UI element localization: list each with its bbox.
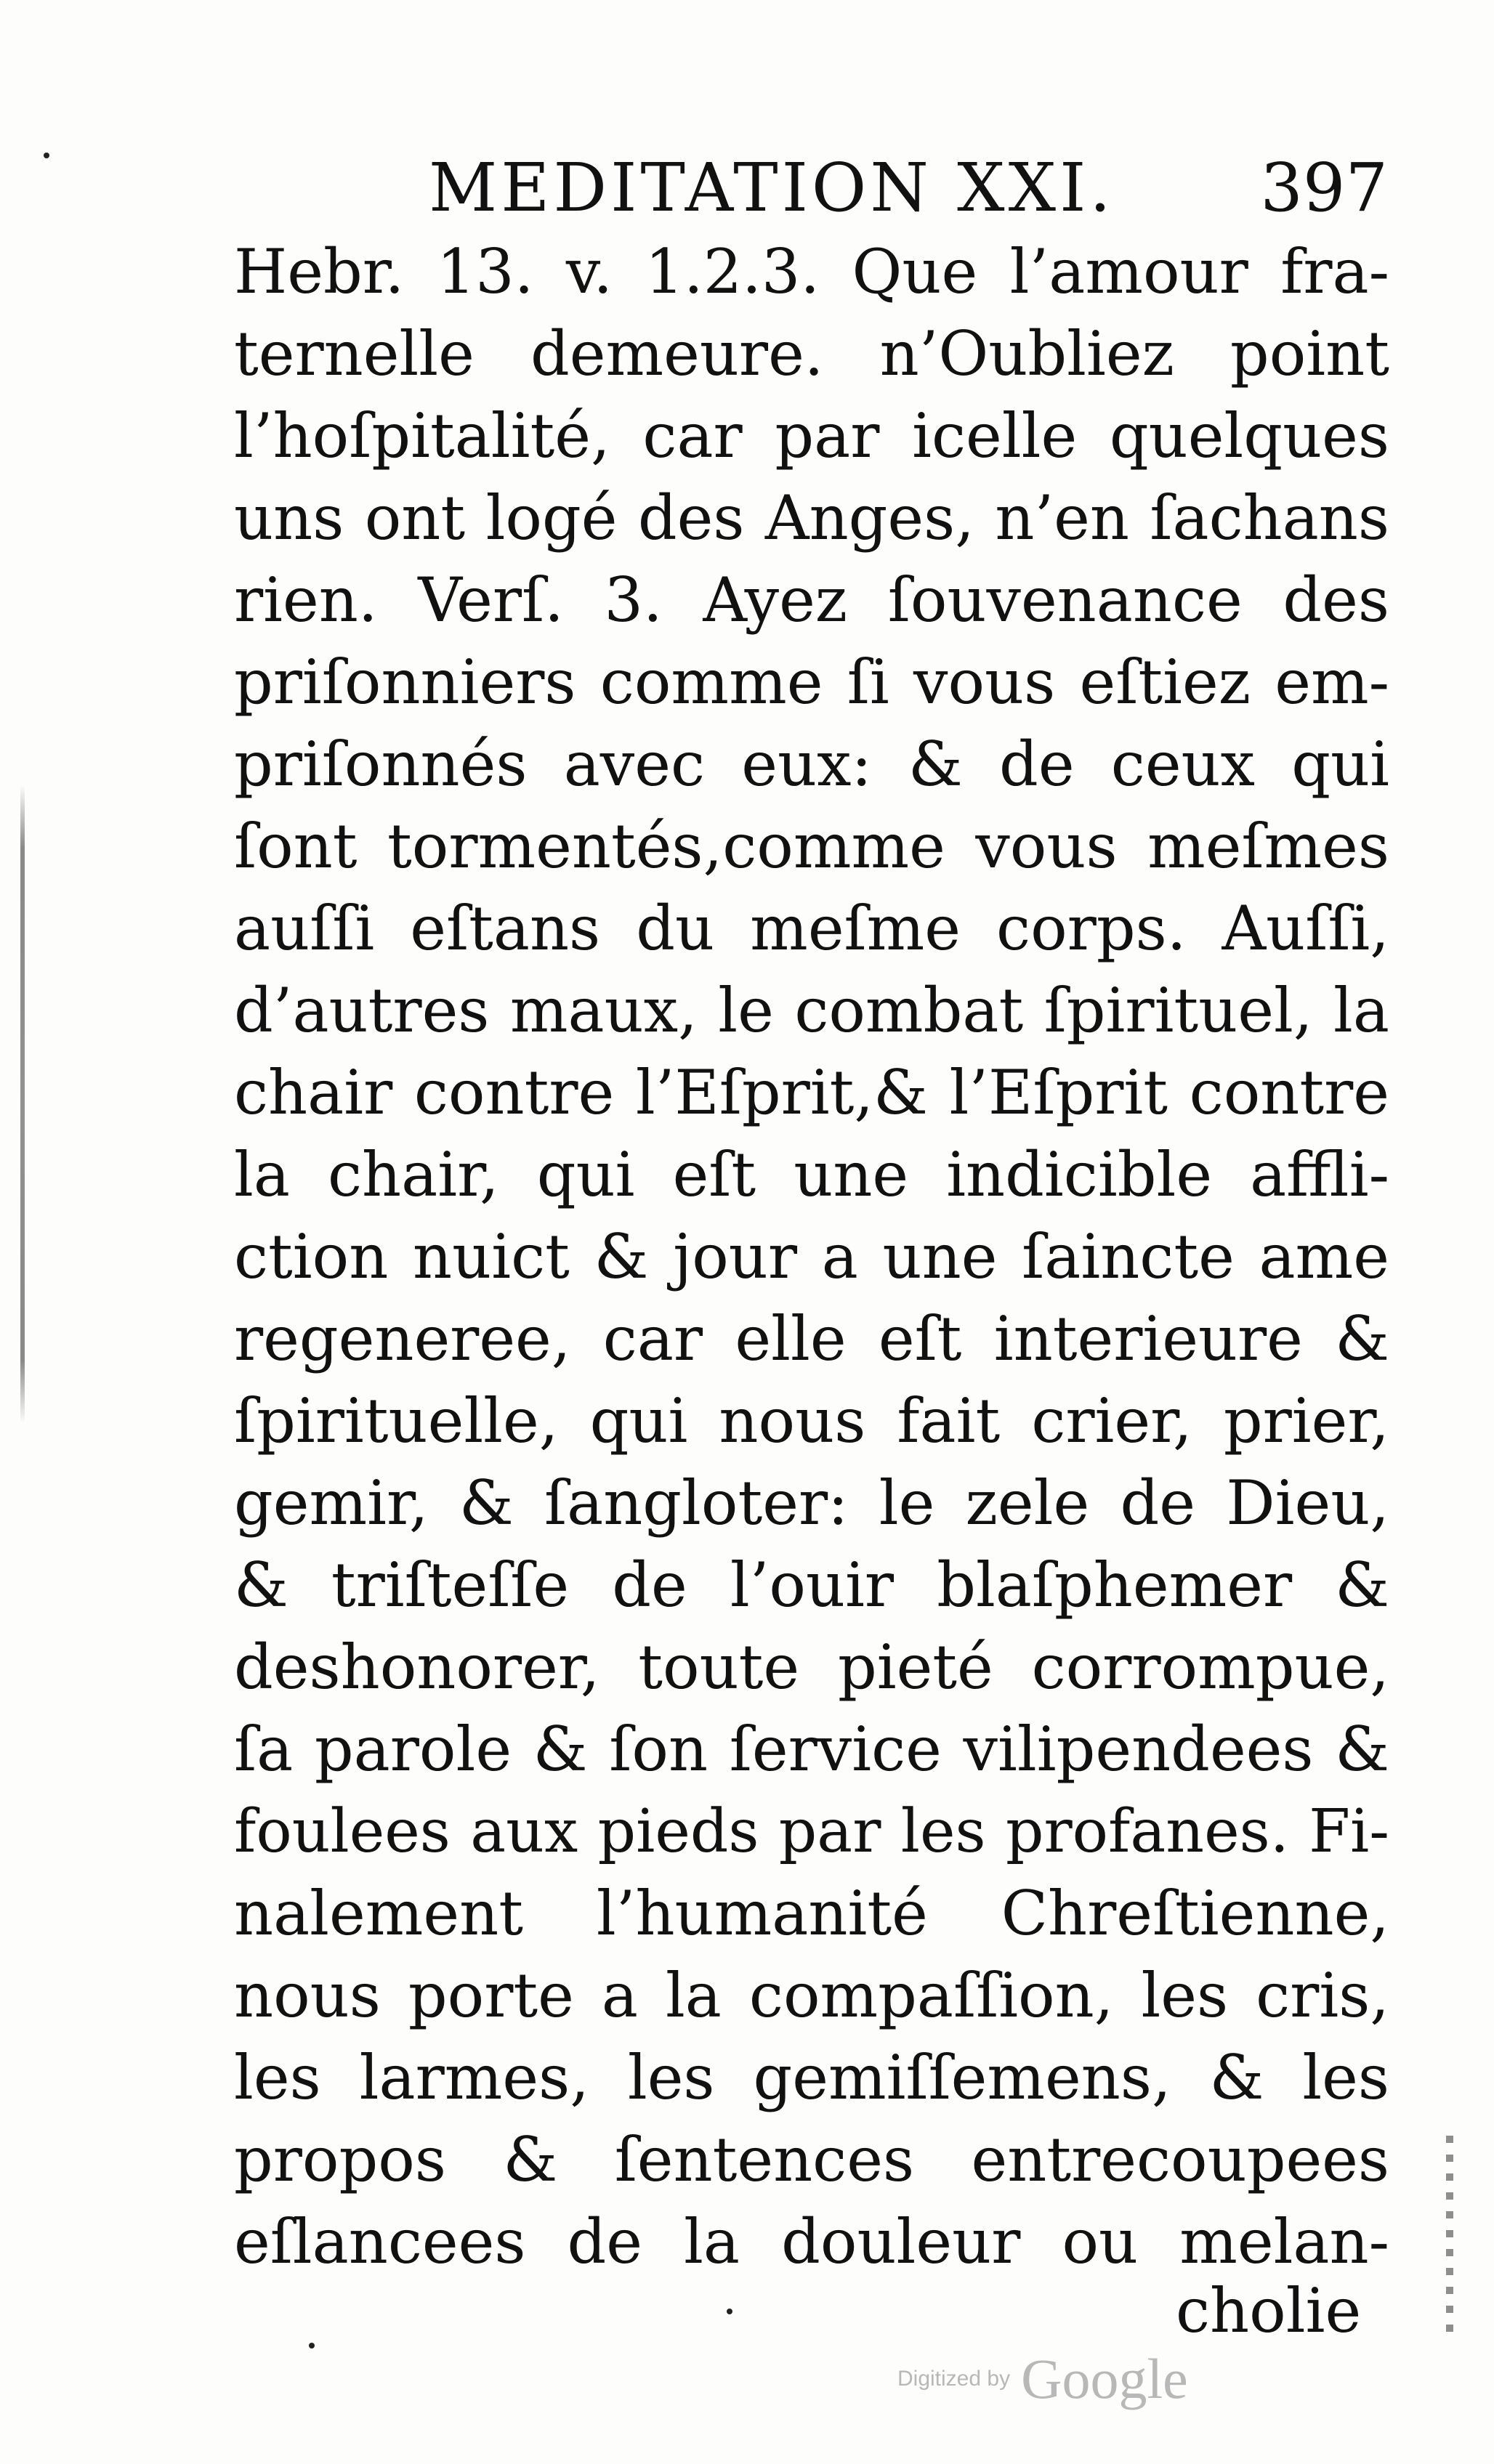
google-logo: Google [1021,2347,1188,2410]
text-line: auſſi eſtans du meſme corps. Auſſi, [234,893,1389,964]
text-line: chair contre l’Eſprit,& l’Eſprit contre [234,1057,1389,1128]
text-line: ſa parole & ſon ſervice vilipendees & [234,1714,1389,1785]
page-number: 397 [1260,149,1388,227]
text-line: rien. Verſ. 3. Ayez ſouvenance des [234,564,1389,636]
text-line: ſont tormentés,comme vous meſmes [234,811,1389,882]
text-line: ſpirituelle, qui nous fait crier, prier, [234,1385,1389,1456]
page-edge-shadow [20,785,25,1424]
page-header [429,149,1388,229]
text-line: & triſteſſe de l’ouir blaſphemer & [234,1549,1389,1621]
digitization-watermark [897,2346,1188,2412]
running-title: MEDITATION XXI. [429,149,1115,227]
text-line: regeneree, car elle eſt interieure & [234,1303,1389,1374]
text-line: priſonniers comme ſi vous eſtiez em- [234,647,1389,718]
text-line: gemir, & ſangloter: le zele de Dieu, [234,1467,1389,1539]
ink-speck [727,2309,732,2314]
text-line: deshonorer, toute pieté corrompue, [234,1632,1389,1703]
text-line: eſlancees de la douleur ou melan- [234,2206,1389,2277]
ink-speck [309,2343,315,2348]
watermark-prefix: Digitized by [897,2367,1011,2391]
body-text [234,231,1389,2283]
text-line: uns ont logé des Anges, n’en ſachans [234,482,1389,554]
text-line: ction nuict & jour a une ſaincte ame [234,1221,1389,1292]
text-line: ternelle demeure. n’Oubliez point [234,318,1389,389]
text-line: l’hoſpitalité, car par icelle quelques [234,400,1389,471]
text-line: foulees aux pieds par les profanes. Fi- [234,1797,1389,1866]
text-line: les larmes, les gemiſſemens, & les [234,2042,1389,2113]
catchword: cholie [1176,2275,1362,2346]
text-line: d’autres maux, le combat ſpirituel, la [234,975,1389,1046]
page-edge-marks [1446,2136,1453,2332]
text-line: nalement l’humanité Chreſtienne, [234,1878,1389,1949]
text-line: propos & ſentences entrecoupees [234,2124,1389,2195]
text-line: priſonnés avec eux: & de ceux qui [234,729,1389,800]
text-line: Hebr. 13. v. 1.2.3. Que l’amour fra- [234,236,1389,307]
ink-speck [44,153,49,158]
text-line: la chair, qui eſt une indicible affli- [234,1139,1389,1210]
text-line: nous porte a la compaſſion, les cris, [234,1960,1389,2031]
